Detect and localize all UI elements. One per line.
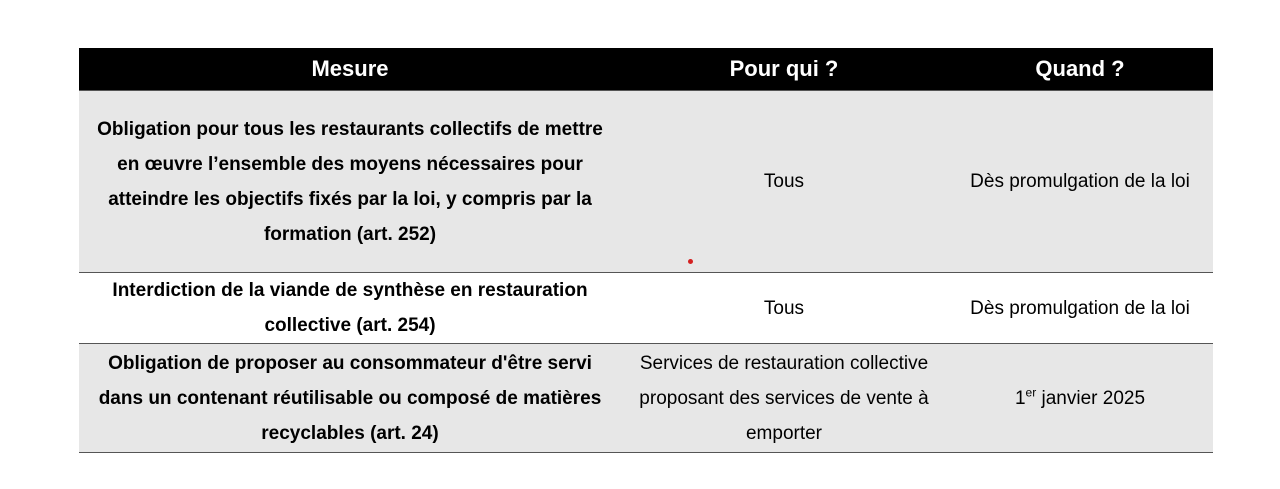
- mesure-cell: Obligation de proposer au consommateur d'être servi dans un contenant réutilisable ou composé de matières recyclables (art. 24): [79, 344, 621, 453]
- table-row: [79, 273, 1213, 344]
- table-row: [79, 344, 1213, 453]
- quand-cell: Dès promulgation de la loi: [947, 273, 1213, 344]
- pour-qui-cell: Services de restauration collective proposant des services de vente à emporter: [621, 344, 947, 453]
- quand-cell: [947, 344, 1213, 453]
- header-quand: Quand ?: [947, 48, 1213, 91]
- pour-qui-cell: Tous: [621, 273, 947, 344]
- header-pour-qui: Pour qui ?: [621, 48, 947, 91]
- quand-month-year: janvier 2025: [1036, 387, 1146, 409]
- table-row: [79, 91, 1213, 273]
- header-mesure: Mesure: [79, 48, 621, 91]
- measures-table: [79, 48, 1213, 453]
- quand-day: 1: [1014, 387, 1026, 409]
- pour-qui-cell: Tous: [621, 91, 947, 273]
- mesure-cell: Obligation pour tous les restaurants collectifs de mettre en œuvre l’ensemble des moyens nécessaires pour atteindre les objectifs fixés par la loi, y compris par la formation (art. 252): [79, 91, 621, 273]
- quand-ordinal: er: [1025, 385, 1037, 400]
- mesure-cell: Interdiction de la viande de synthèse en restauration collective (art. 254): [79, 273, 621, 344]
- quand-cell: Dès promulgation de la loi: [947, 91, 1213, 273]
- red-dot-marker: [688, 259, 693, 264]
- header-row: [79, 48, 1213, 91]
